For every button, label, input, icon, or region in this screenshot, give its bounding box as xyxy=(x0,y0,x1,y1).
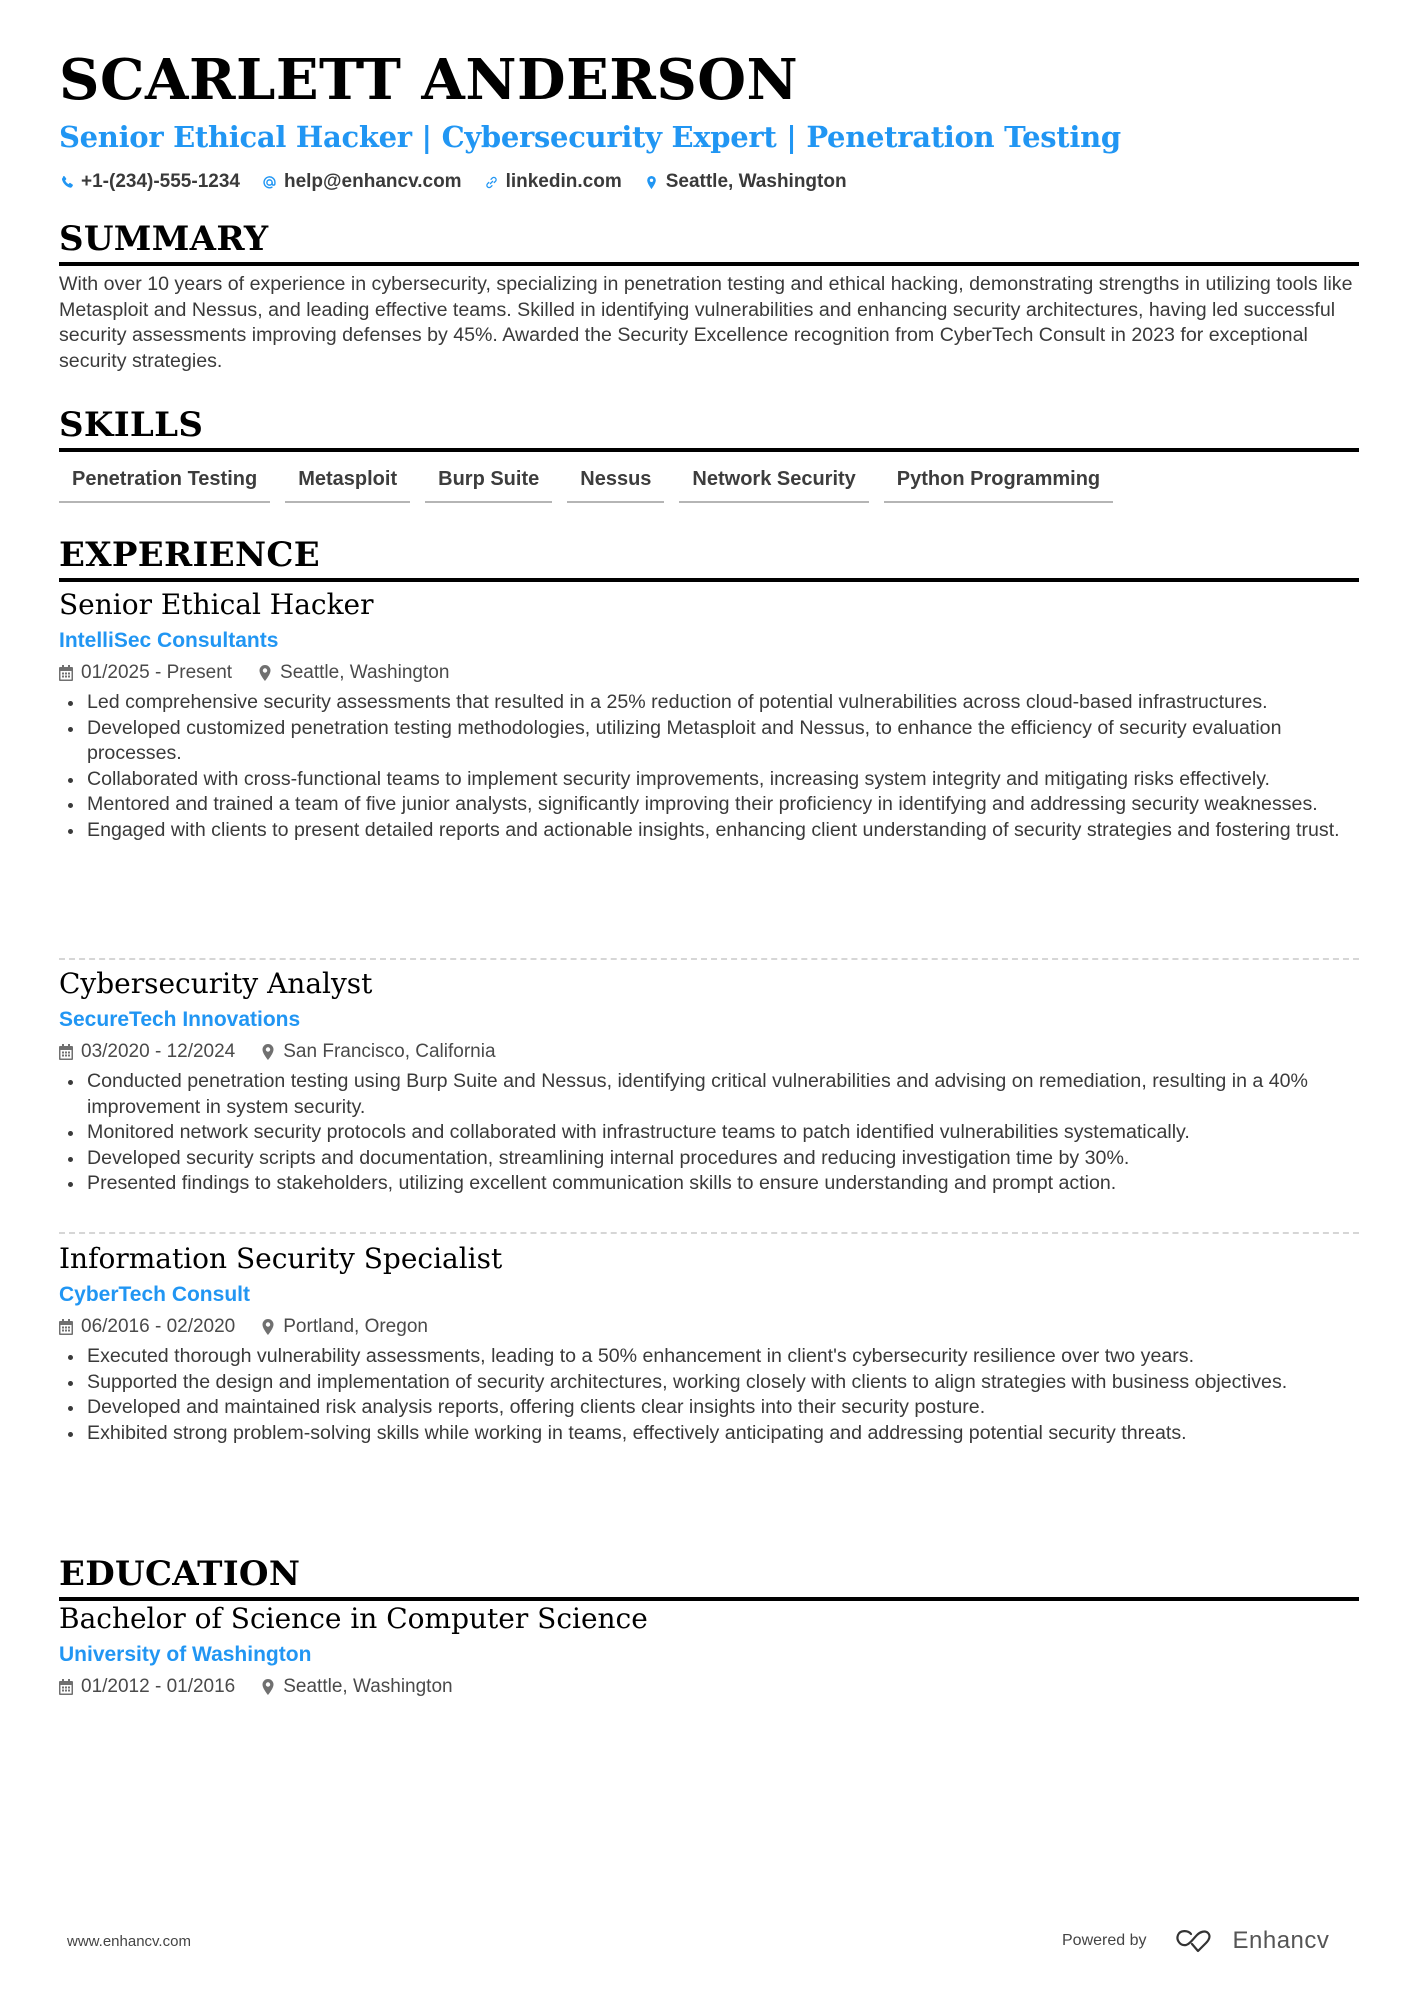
bullet-item: Supported the design and implementation of security architectures, working closely with clients to align strategies with business objectives. xyxy=(59,1370,1369,1396)
link-icon xyxy=(484,173,500,191)
calendar-icon xyxy=(59,665,73,681)
bullet-item: Led comprehensive security assessments that resulted in a 25% reduction of potential vulnerabilities across cloud-based infrastructures. xyxy=(59,690,1369,716)
skill-tag: Python Programming xyxy=(884,465,1113,503)
skill-tag: Metasploit xyxy=(285,465,410,503)
job-location: San Francisco, California xyxy=(261,1039,495,1065)
job-meta xyxy=(59,1039,1359,1065)
job-bullets xyxy=(59,1069,1359,1197)
phone-text: +1-(234)-555-1234 xyxy=(81,171,240,192)
bullet-item: Engaged with clients to present detailed reports and actionable insights, enhancing client understanding of security strategies and fostering trust. xyxy=(59,818,1369,844)
job-bullets xyxy=(59,690,1359,844)
entry-separator xyxy=(59,958,1359,960)
summary-text: With over 10 years of experience in cybersecurity, specializing in penetration testing and ethical hacking, demonstrating strengths in utilizing tools like Metasploit and Nessus, and leading effective teams. Skilled in identifying vulnerabilities and enhancing security architectures, having led successful security assessments improving defenses by 45%. Awarded the Security Excellence recognition from CyberTech Consult in 2023 for exceptional security strategies. xyxy=(59,273,1353,372)
education-meta xyxy=(59,1674,1359,1700)
company-name: IntelliSec Consultants xyxy=(59,629,279,652)
education-location: Seattle, Washington xyxy=(261,1674,452,1700)
skills-section-header xyxy=(59,404,1359,452)
job-meta xyxy=(59,1314,1359,1340)
contact-email[interactable] xyxy=(262,170,462,194)
skill-tag: Penetration Testing xyxy=(59,465,270,503)
location-pin-icon xyxy=(261,1679,275,1695)
bullet-item: Presented findings to stakeholders, utilizing excellent communication skills to ensure understanding and prompt action. xyxy=(59,1171,1369,1197)
enhancv-logo-icon xyxy=(1173,1928,1221,1954)
candidate-title: Senior Ethical Hacker | Cybersecurity Expert | Penetration Testing xyxy=(59,120,1121,154)
contact-info xyxy=(59,170,847,194)
location-pin-icon xyxy=(644,173,660,191)
brand-name: Enhancv xyxy=(1232,1927,1330,1954)
phone-icon xyxy=(59,173,75,191)
footer-branding xyxy=(1062,1927,1329,1955)
job-bullets xyxy=(59,1344,1359,1446)
contact-phone[interactable] xyxy=(59,170,240,194)
at-icon xyxy=(262,173,278,191)
skills-list xyxy=(59,465,1113,503)
contact-location xyxy=(644,170,847,194)
footer-website-link[interactable]: www.enhancv.com xyxy=(67,1933,191,1950)
education-heading: EDUCATION xyxy=(59,1554,301,1594)
bullet-item: Developed customized penetration testing methodologies, utilizing Metasploit and Nessus, to enhance the efficiency of security evaluation processes. xyxy=(59,716,1369,767)
bullet-item: Monitored network security protocols and collaborated with infrastructure teams to patch identified vulnerabilities systematically. xyxy=(59,1120,1369,1146)
summary-heading: SUMMARY xyxy=(59,219,269,259)
experience-entry xyxy=(59,965,1359,1197)
company-name: SecureTech Innovations xyxy=(59,1008,301,1031)
location-text: Seattle, Washington xyxy=(665,171,847,192)
skills-heading: SKILLS xyxy=(59,405,204,445)
bullet-item: Developed security scripts and documentation, streamlining internal procedures and reducing investigation time by 30%. xyxy=(59,1146,1369,1172)
job-meta xyxy=(59,660,1359,686)
job-title: Cybersecurity Analyst xyxy=(59,967,373,1000)
powered-by-label: Powered by xyxy=(1062,1932,1147,1949)
bullet-item: Executed thorough vulnerability assessments, leading to a 50% enhancement in client's cybersecurity resilience over two years. xyxy=(59,1344,1369,1370)
education-entry xyxy=(59,1600,1359,1700)
summary-section-header xyxy=(59,218,1359,266)
location-pin-icon xyxy=(261,1044,275,1060)
location-pin-icon xyxy=(258,665,272,681)
section-divider xyxy=(59,448,1359,452)
calendar-icon xyxy=(59,1044,73,1060)
education-section-header xyxy=(59,1553,1359,1601)
email-text: help@enhancv.com xyxy=(283,171,462,192)
experience-entry xyxy=(59,1240,1359,1446)
bullet-item: Mentored and trained a team of five junior analysts, significantly improving their proficiency in identifying and addressing security weaknesses. xyxy=(59,792,1369,818)
calendar-icon xyxy=(59,1319,73,1335)
experience-section-header xyxy=(59,534,1359,582)
section-divider xyxy=(59,262,1359,266)
job-dates: 01/2025 - Present xyxy=(59,660,232,686)
job-location: Seattle, Washington xyxy=(258,660,449,686)
job-location: Portland, Oregon xyxy=(261,1314,428,1340)
job-dates: 03/2020 - 12/2024 xyxy=(59,1039,235,1065)
skill-tag: Network Security xyxy=(679,465,868,503)
location-pin-icon xyxy=(261,1319,275,1335)
experience-entry xyxy=(59,586,1359,844)
experience-heading: EXPERIENCE xyxy=(59,535,320,575)
job-title: Senior Ethical Hacker xyxy=(59,588,374,621)
school-name: University of Washington xyxy=(59,1643,312,1666)
entry-separator xyxy=(59,1232,1359,1234)
job-dates: 06/2016 - 02/2020 xyxy=(59,1314,235,1340)
calendar-icon xyxy=(59,1679,73,1695)
company-name: CyberTech Consult xyxy=(59,1283,250,1306)
degree-title: Bachelor of Science in Computer Science xyxy=(59,1602,648,1635)
bullet-item: Exhibited strong problem-solving skills while working in teams, effectively anticipating and addressing potential security threats. xyxy=(59,1421,1369,1447)
enhancv-brand[interactable] xyxy=(1173,1927,1330,1955)
education-dates: 01/2012 - 01/2016 xyxy=(59,1674,235,1700)
candidate-name: SCARLETT ANDERSON xyxy=(59,47,799,113)
linkedin-text: linkedin.com xyxy=(505,171,622,192)
bullet-item: Conducted penetration testing using Burp Suite and Nessus, identifying critical vulnerabilities and advising on remediation, resulting in a 40% improvement in system security. xyxy=(59,1069,1369,1120)
contact-linkedin[interactable] xyxy=(484,170,622,194)
job-title: Information Security Specialist xyxy=(59,1242,503,1275)
bullet-item: Collaborated with cross-functional teams to implement security improvements, increasing system integrity and mitigating risks effectively. xyxy=(59,767,1369,793)
skill-tag: Burp Suite xyxy=(425,465,552,503)
section-divider xyxy=(59,578,1359,582)
skill-tag: Nessus xyxy=(567,465,664,503)
bullet-item: Developed and maintained risk analysis reports, offering clients clear insights into their security posture. xyxy=(59,1395,1369,1421)
